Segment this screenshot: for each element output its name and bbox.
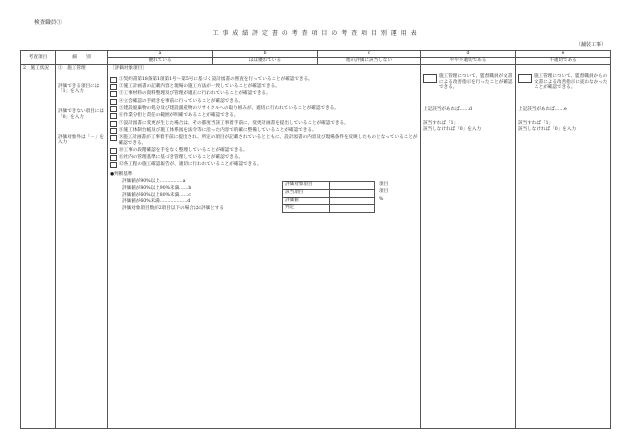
score-label: 評価対象項目 [283, 182, 330, 190]
criteria-line: 評価値が60%未満………………d [122, 199, 191, 205]
eval-item [110, 121, 418, 127]
header-c-label: 他の評価に該当しない [318, 58, 421, 65]
score-unit: 項目 [379, 181, 389, 187]
eval-item [110, 162, 418, 168]
d-column-cell [421, 65, 516, 429]
d-checkbox[interactable] [423, 74, 437, 83]
eval-item [110, 155, 418, 161]
e-no: 該当しなければ「0」を入力 [518, 126, 577, 132]
eval-item [110, 99, 418, 105]
eval-item-checkbox[interactable] [110, 106, 117, 112]
header-e-label: 不適切である [516, 58, 611, 65]
e-text: 施工管理について、監督職員からの文書による改善指示に従わなかったことが確認できる。 [534, 74, 608, 91]
row-subitem-label: ① 施工管理 [58, 66, 86, 71]
criteria-list [122, 179, 277, 213]
eval-item-text: ①契約書第18条第1項第1号～第5号に基づく設計図書の照査を行っていることが確認できる。 [119, 76, 313, 82]
note-applicable: 評価できる項目には「1」を入力 [58, 83, 100, 95]
eval-item-text: ⑤建設廃棄物の処分及び建設副産物のリサイクルへの取り組みが、適切に行われていることが確認できる。 [119, 105, 339, 111]
eval-items-header: ［評価対象項目］ [110, 66, 147, 71]
header-d-letter: d [421, 51, 516, 58]
d-no: 該当しなければ「0」を入力 [423, 126, 482, 132]
header-a-label: 優れている [108, 58, 213, 65]
score-label: 該当項目 [283, 189, 330, 197]
e-column-cell [516, 65, 611, 429]
header-e-letter: e [516, 51, 611, 58]
score-unit: % [379, 197, 384, 203]
header-item: 考査項目 [21, 51, 56, 65]
score-value[interactable] [330, 205, 375, 213]
score-value[interactable] [330, 189, 375, 197]
e-condition: 上記該当があれば……e [518, 107, 567, 113]
criteria-line: 評価値が80%以上90%未満……b [122, 185, 192, 191]
eval-item-text: ⑫各工程の施工確認報告が、適切に行われていることが確認できる。 [119, 162, 262, 168]
criteria-line: 評価値が90%以上……………a [122, 179, 186, 185]
score-value[interactable] [330, 197, 375, 205]
eval-item-text: ⑨施工計画書が工事着手前に提出され、所定の項目が記載されているとともに、設計図書の内容及び現場条件を反映したものとなっていることが確認できる。 [118, 135, 418, 146]
header-d-label: やや不適切である [421, 58, 516, 65]
d-condition: 上記該当があれば……d [423, 107, 472, 113]
header-b-label: ほぼ優れている [213, 58, 318, 65]
eval-item [110, 91, 418, 97]
eval-item-text: ②施工計画書の記載内容と現場の施工方法が一致していることが確認できる。 [119, 84, 280, 90]
document-title: 工 事 成 績 評 定 書 の 考 査 項 目 の 考 査 項 目 別 運 用 表 [212, 30, 418, 37]
eval-item-checkbox[interactable] [110, 155, 117, 161]
eval-item [110, 135, 418, 146]
d-text: 施工管理について、監督職員が文書による改善指示を行ったことが確認できる。 [439, 74, 513, 91]
score-value[interactable] [330, 182, 375, 190]
eval-item-text: ⑥作業分担と責任の範囲が明確であることが確認できる。 [119, 113, 239, 119]
header-a-letter: a [108, 51, 213, 58]
eval-item-checkbox[interactable] [110, 121, 117, 127]
eval-item-checkbox[interactable] [110, 113, 117, 119]
evaluation-table [20, 50, 611, 429]
eval-item [110, 106, 418, 112]
eval-item-text: ⑪社内の管理基準に基づき管理していることが確認できる。 [119, 155, 244, 161]
row-subitem-cell [56, 65, 108, 429]
score-unit: 項目 [379, 189, 389, 195]
score-unit [375, 205, 391, 213]
eval-item [110, 128, 418, 134]
score-label: 評価値 [283, 197, 330, 205]
eval-item [110, 77, 418, 83]
eval-item [110, 84, 418, 90]
e-yes: 該当すれば「1」 [518, 120, 554, 126]
eval-item-text: ④立会確認の手続きを事前に行っていることが確認できる。 [119, 98, 244, 104]
eval-item [110, 148, 418, 154]
criteria-line: 評価対象項目数が2項目以下の場合はc評価とする [122, 206, 224, 212]
eval-item-checkbox[interactable] [110, 84, 117, 90]
eval-item-text: ⑦設計図書に変更が生じた場合は、その都度当該工事着手前に、変更計画書を提出していることが確認できる。 [119, 120, 349, 126]
document-header-label: 検査職員① [34, 20, 62, 26]
eval-items-list [110, 77, 418, 169]
score-label: 判定 [283, 205, 330, 213]
eval-item-checkbox[interactable] [110, 162, 117, 168]
criteria-title: ●判断基準 [110, 172, 133, 178]
d-yes: 該当すれば「1」 [423, 120, 459, 126]
row-item-label: 2 施工状況 [21, 65, 56, 429]
work-type-note: （舗装工事） [575, 42, 606, 48]
eval-item-checkbox[interactable] [110, 128, 117, 134]
criteria-line: 評価値が60%以上80%未満……c [122, 192, 191, 198]
score-row [283, 197, 391, 205]
header-b-letter: b [213, 51, 318, 58]
eval-item-checkbox[interactable] [110, 91, 117, 97]
score-row [283, 189, 391, 197]
score-row [283, 205, 391, 213]
score-row [283, 182, 391, 190]
eval-item-checkbox[interactable] [110, 77, 117, 83]
evaluation-items-cell [108, 65, 421, 429]
e-checkbox[interactable] [518, 74, 532, 83]
eval-item-checkbox[interactable] [110, 99, 117, 105]
note-excluded: 評価対象外は「－」を入力 [58, 134, 104, 146]
note-not-applicable: 評価できない項目には「0」を入力 [58, 109, 104, 120]
eval-item-text: ⑧施工体制台帳及び施工体系図を法令等に沿った内容で的確に整備していることが確認できる。 [119, 127, 317, 133]
eval-item-text: ⑩工事の段階確認を手をなく整理していることが確認できる。 [119, 147, 248, 153]
score-table [282, 181, 391, 213]
eval-item [110, 113, 418, 119]
header-subitem: 細 別 [56, 51, 108, 65]
eval-item-checkbox[interactable] [110, 135, 117, 141]
eval-item-text: ③工事材料の資料整理及び管理が適正に行われていることが確認できる。 [119, 91, 271, 97]
header-c-letter: c [318, 51, 421, 58]
eval-item-checkbox[interactable] [110, 148, 117, 154]
